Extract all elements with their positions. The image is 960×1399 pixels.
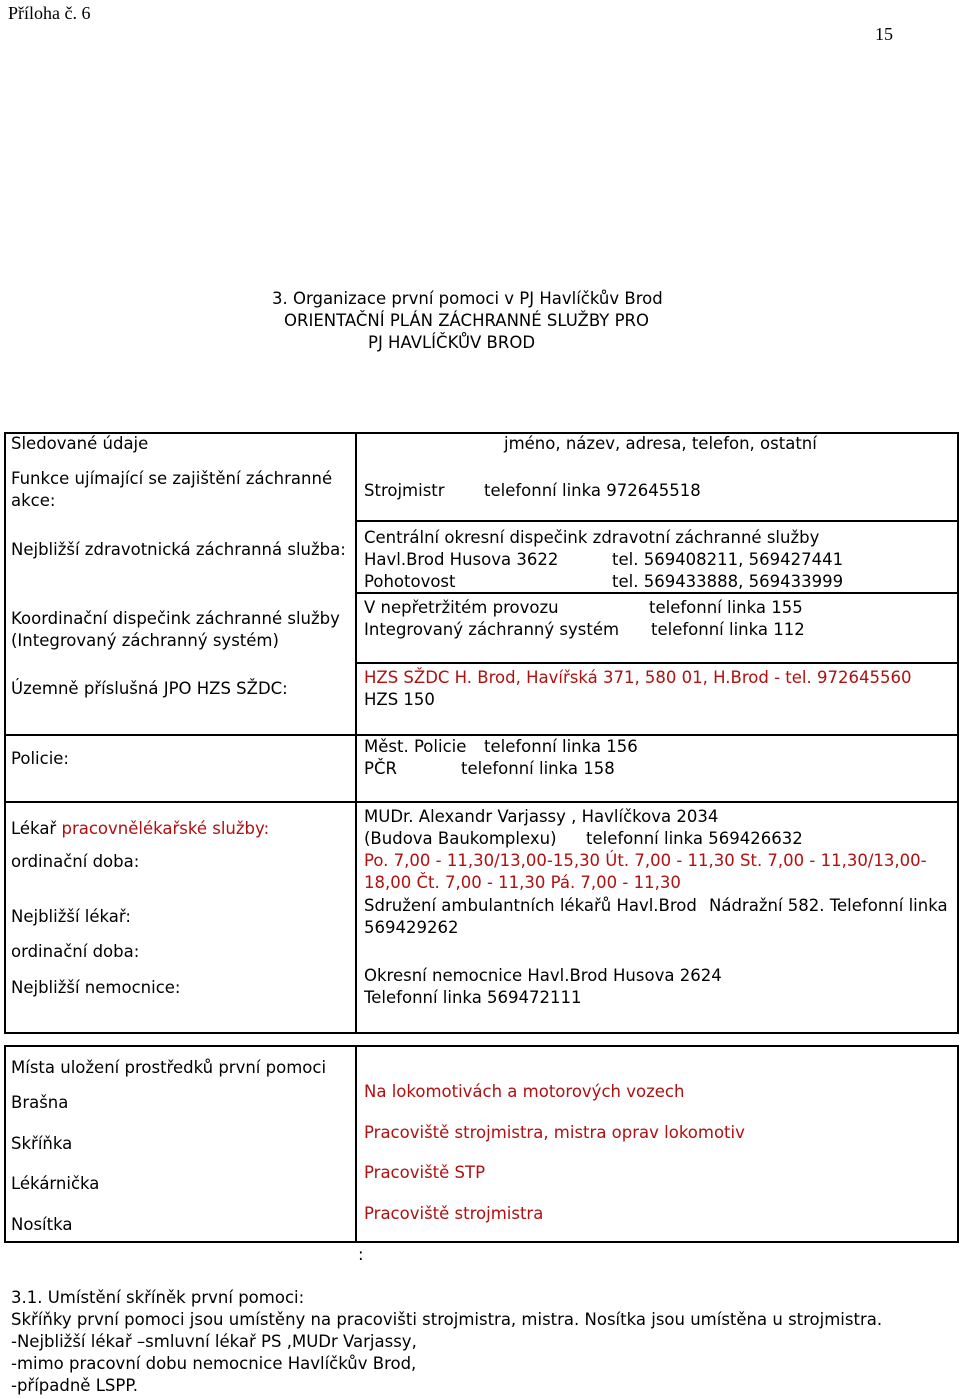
- label-rescue-function: Funkce ujímající se zajištění záchranné: [11, 469, 333, 488]
- row-divider: [355, 662, 959, 664]
- city-police-phone: telefonní linka 156: [484, 737, 638, 756]
- label-dispatch: Koordinační dispečink záchranné služby: [11, 609, 340, 628]
- state-police: PČR: [364, 759, 397, 778]
- ambulance-address: Havl.Brod Husova 3622: [364, 550, 559, 569]
- section-text: -případně LSPP.: [11, 1376, 138, 1395]
- doctor-hours-cont: 18,00 Čt. 7,00 - 11,30 Pá. 7,00 - 11,30: [364, 873, 681, 892]
- label-police: Policie:: [11, 749, 69, 768]
- location-stp: Pracoviště STP: [364, 1163, 486, 1182]
- hospital-phone: Telefonní linka 569472111: [364, 988, 582, 1007]
- nonstop-phone: telefonní linka 155: [649, 598, 803, 617]
- nearest-doctor-name: Sdružení ambulantních lékařů Havl.Brod: [364, 896, 697, 915]
- label-dispatch-cont: (Integrovaný záchranný systém): [11, 631, 279, 650]
- label-occupational-doctor: Lékař pracovnělékařské služby:: [11, 819, 270, 838]
- label-office-hours: ordinační doba:: [11, 852, 140, 871]
- section-text: Skříňky první pomoci jsou umístěny na pracovišti strojmistra, mistra. Nosítka jsou umístěna u strojmistra.: [11, 1310, 883, 1329]
- doctor-hours: Po. 7,00 - 11,30/13,00-15,30 Út. 7,00 - 11,30 St. 7,00 - 11,30/13,00-: [364, 851, 927, 870]
- label-nearest-doctor: Nejbližší lékař:: [11, 907, 131, 926]
- item-cabinet: Skříňka: [11, 1134, 73, 1153]
- row-divider: [4, 801, 959, 803]
- stray-colon: :: [358, 1245, 364, 1264]
- section-text: -mimo pracovní dobu nemocnice Havlíčkův Brod,: [11, 1354, 417, 1373]
- value-stationmaster: Strojmistr: [364, 481, 445, 500]
- emergency-service: Pohotovost: [364, 572, 456, 591]
- item-stretcher: Nosítka: [11, 1215, 73, 1234]
- annex-label: Příloha č. 6: [8, 3, 91, 23]
- label-rescue-function-cont: akce:: [11, 491, 56, 510]
- emergency-service-phones: tel. 569433888, 569433999: [612, 572, 844, 591]
- city-police: Měst. Policie: [364, 737, 467, 756]
- location-locomotives: Na lokomotivách a motorových vozech: [364, 1082, 685, 1101]
- column-header-tracked-data: Sledované údaje: [11, 434, 149, 453]
- doctor-building: (Budova Baukomplexu): [364, 829, 557, 848]
- table-divider: [355, 432, 357, 1034]
- fire-unit-address: HZS SŽDC H. Brod, Havířská 371, 580 01, H.Brod - tel. 972645560: [364, 668, 912, 687]
- first-aid-header: Místa uložení prostředků první pomoci: [11, 1058, 327, 1077]
- label-nearest-hospital: Nejbližší nemocnice:: [11, 978, 181, 997]
- page-number: 15: [875, 24, 893, 44]
- integrated-rescue-system: Integrovaný záchranný systém: [364, 620, 620, 639]
- section-text: -Nejbližší lékař –smluvní lékař PS ,MUDr Varjassy,: [11, 1332, 417, 1351]
- doctor-name: MUDr. Alexandr Varjassy , Havlíčkova 2034: [364, 807, 719, 826]
- state-police-phone: telefonní linka 158: [461, 759, 615, 778]
- item-first-aid-kit: Lékárnička: [11, 1174, 100, 1193]
- column-header-contact: jméno, název, adresa, telefon, ostatní: [504, 434, 817, 453]
- fire-unit-phone: HZS 150: [364, 690, 435, 709]
- nearest-doctor-phone: 569429262: [364, 918, 459, 937]
- plan-title: ORIENTAČNÍ PLÁN ZÁCHRANNÉ SLUŽBY PRO: [284, 311, 649, 330]
- value-stationmaster-phone: telefonní linka 972645518: [484, 481, 701, 500]
- row-divider: [4, 734, 959, 736]
- location-stationmaster: Pracoviště strojmistra: [364, 1204, 544, 1223]
- doctor-phone: telefonní linka 569426632: [586, 829, 803, 848]
- nonstop-operation: V nepřetržitém provozu: [364, 598, 559, 617]
- section-heading: 3.1. Umístění skříněk první pomoci:: [11, 1288, 305, 1307]
- label-nearest-ambulance: Nejbližší zdravotnická záchranná služba:: [11, 540, 346, 559]
- contacts-table: [4, 432, 959, 1034]
- label-fire-unit: Územně příslušná JPO HZS SŽDC:: [11, 679, 288, 698]
- plan-title-unit: PJ HAVLÍČKŮV BROD: [368, 333, 536, 352]
- integrated-rescue-phone: telefonní linka 112: [651, 620, 805, 639]
- table-divider: [355, 1045, 357, 1243]
- ambulance-dispatch: Centrální okresní dispečink zdravotní záchranné služby: [364, 528, 820, 547]
- section-title: 3. Organizace první pomoci v PJ Havlíčkův Brod: [272, 289, 663, 308]
- location-stationmaster-workshop: Pracoviště strojmistra, mistra oprav lokomotiv: [364, 1123, 745, 1142]
- item-bag: Brašna: [11, 1093, 69, 1112]
- row-divider: [355, 520, 959, 522]
- ambulance-phones: tel. 569408211, 569427441: [612, 550, 844, 569]
- nearest-doctor-address: Nádražní 582. Telefonní linka: [709, 896, 948, 915]
- hospital-name: Okresní nemocnice Havl.Brod Husova 2624: [364, 966, 722, 985]
- row-divider: [355, 592, 959, 594]
- label-office-hours-2: ordinační doba:: [11, 942, 140, 961]
